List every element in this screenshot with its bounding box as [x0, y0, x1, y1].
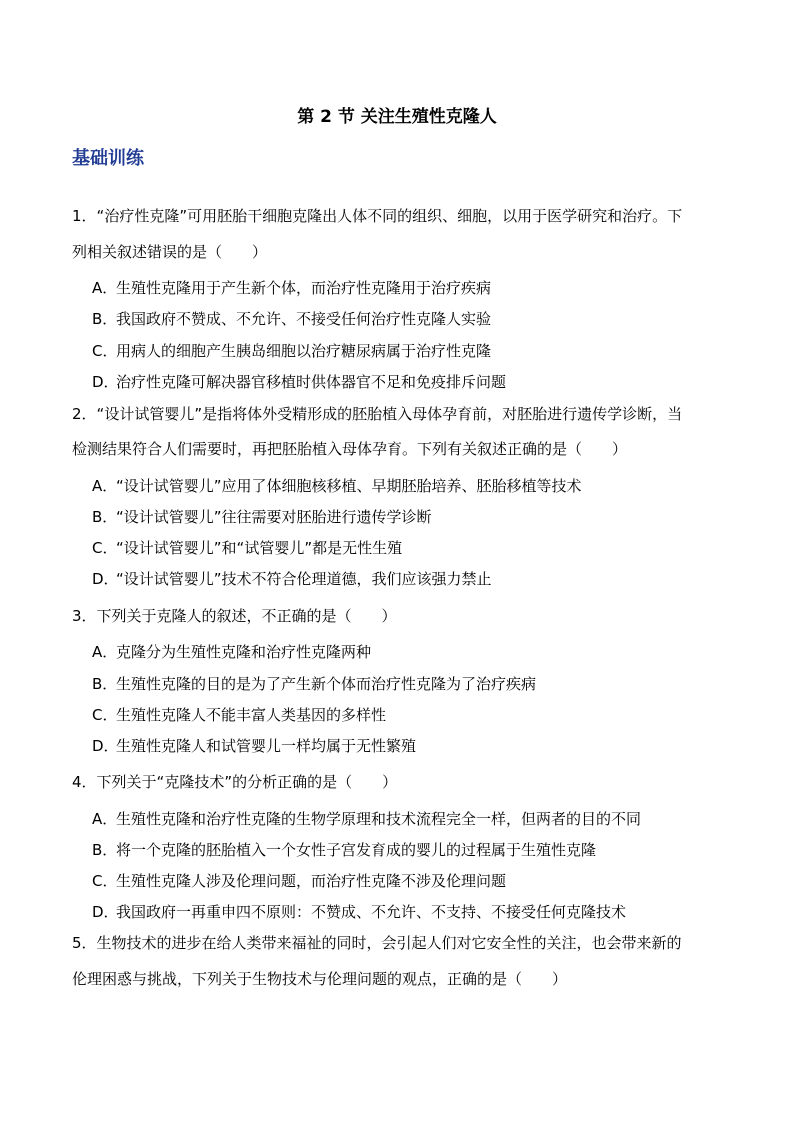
question-4-option-a [92, 808, 641, 830]
question-3-option-d [92, 735, 416, 757]
option-key: B． [92, 310, 118, 328]
question-1-line-2: 列相关叙述错误的是（ ） [72, 243, 268, 261]
question-2-line-1: 2．“设计试管婴儿”是指将体外受精形成的胚胎植入母体孕育前，对胚胎进行遗传学诊断，当 [72, 405, 683, 423]
option-text: 我国政府不赞成、不允许、不接受任何治疗性克隆人实验 [116, 310, 492, 328]
question-1-option-d [92, 371, 506, 393]
question-4-line-1: 4．下列关于“克隆技术”的分析正确的是（ ） [72, 773, 398, 791]
question-2-option-c [92, 537, 402, 559]
option-text: 治疗性克隆可解决器官移植时供体器官不足和免疫排斥问题 [116, 373, 507, 391]
option-key: B． [92, 675, 118, 693]
option-key: C． [92, 872, 118, 890]
option-key: D． [92, 903, 119, 921]
option-key: A． [92, 279, 118, 297]
option-key: C． [92, 342, 118, 360]
question-2-option-b [92, 506, 432, 528]
question-2-line-2: 检测结果符合人们需要时，再把胚胎植入母体孕育。下列有关叙述正确的是（ ） [72, 440, 628, 458]
question-3-option-a [92, 641, 371, 663]
option-key: A． [92, 643, 118, 661]
question-5-line-1: 5．生物技术的进步在给人类带来福祉的同时，会引起人们对它安全性的关注，也会带来新的 [72, 934, 682, 952]
option-text: 生殖性克隆人不能丰富人类基因的多样性 [116, 706, 387, 724]
option-key: C． [92, 539, 118, 557]
option-text: 生殖性克隆人涉及伦理问题，而治疗性克隆不涉及伦理问题 [116, 872, 507, 890]
question-3-line-1: 3．下列关于克隆人的叙述，不正确的是（ ） [72, 607, 397, 625]
option-key: D． [92, 373, 119, 391]
option-text: 生殖性克隆用于产生新个体，而治疗性克隆用于治疗疾病 [116, 279, 492, 297]
option-key: A． [92, 810, 118, 828]
section-heading: 基础训练 [72, 148, 144, 169]
question-3-option-b [92, 673, 536, 695]
question-4-option-d [92, 901, 626, 923]
question-4-option-c [92, 870, 506, 892]
option-key: B． [92, 508, 118, 526]
option-key: D． [92, 737, 119, 755]
option-key: C． [92, 706, 118, 724]
option-text: 生殖性克隆和治疗性克隆的生物学原理和技术流程完全一样，但两者的目的不同 [116, 810, 642, 828]
question-1-option-b [92, 308, 491, 330]
option-key: A． [92, 477, 118, 495]
question-1-line-1: 1．“治疗性克隆”可用胚胎干细胞克隆出人体不同的组织、细胞，以用于医学研究和治疗。下 [72, 207, 683, 225]
option-text: “设计试管婴儿”应用了体细胞核移植、早期胚胎培养、胚胎移植等技术 [116, 477, 582, 495]
option-text: 生殖性克隆人和试管婴儿一样均属于无性繁殖 [116, 737, 417, 755]
option-key: D． [92, 570, 119, 588]
question-1-option-a [92, 277, 491, 299]
page-title: 第 2 节 关注生殖性克隆人 [297, 107, 497, 127]
question-2-option-d [92, 568, 492, 590]
option-key: B． [92, 841, 118, 859]
question-1-option-c [92, 340, 491, 362]
option-text: “设计试管婴儿”和“试管婴儿”都是无性生殖 [116, 539, 403, 557]
option-text: “设计试管婴儿”技术不符合伦理道德，我们应该强力禁止 [116, 570, 492, 588]
option-text: 克隆分为生殖性克隆和治疗性克隆两种 [116, 643, 372, 661]
option-text: “设计试管婴儿”往往需要对胚胎进行遗传学诊断 [116, 508, 432, 526]
option-text: 生殖性克隆的目的是为了产生新个体而治疗性克隆为了治疗疾病 [116, 675, 537, 693]
question-2-option-a [92, 475, 582, 497]
option-text: 我国政府一再重申四不原则：不赞成、不允许、不支持、不接受任何克隆技术 [116, 903, 627, 921]
option-text: 用病人的细胞产生胰岛细胞以治疗糖尿病属于治疗性克隆 [116, 342, 492, 360]
question-4-option-b [92, 839, 596, 861]
question-5-line-2: 伦理困惑与挑战，下列关于生物技术与伦理问题的观点，正确的是（ ） [72, 970, 568, 988]
option-text: 将一个克隆的胚胎植入一个女性子宫发育成的婴儿的过程属于生殖性克隆 [116, 841, 597, 859]
question-3-option-c [92, 704, 386, 726]
